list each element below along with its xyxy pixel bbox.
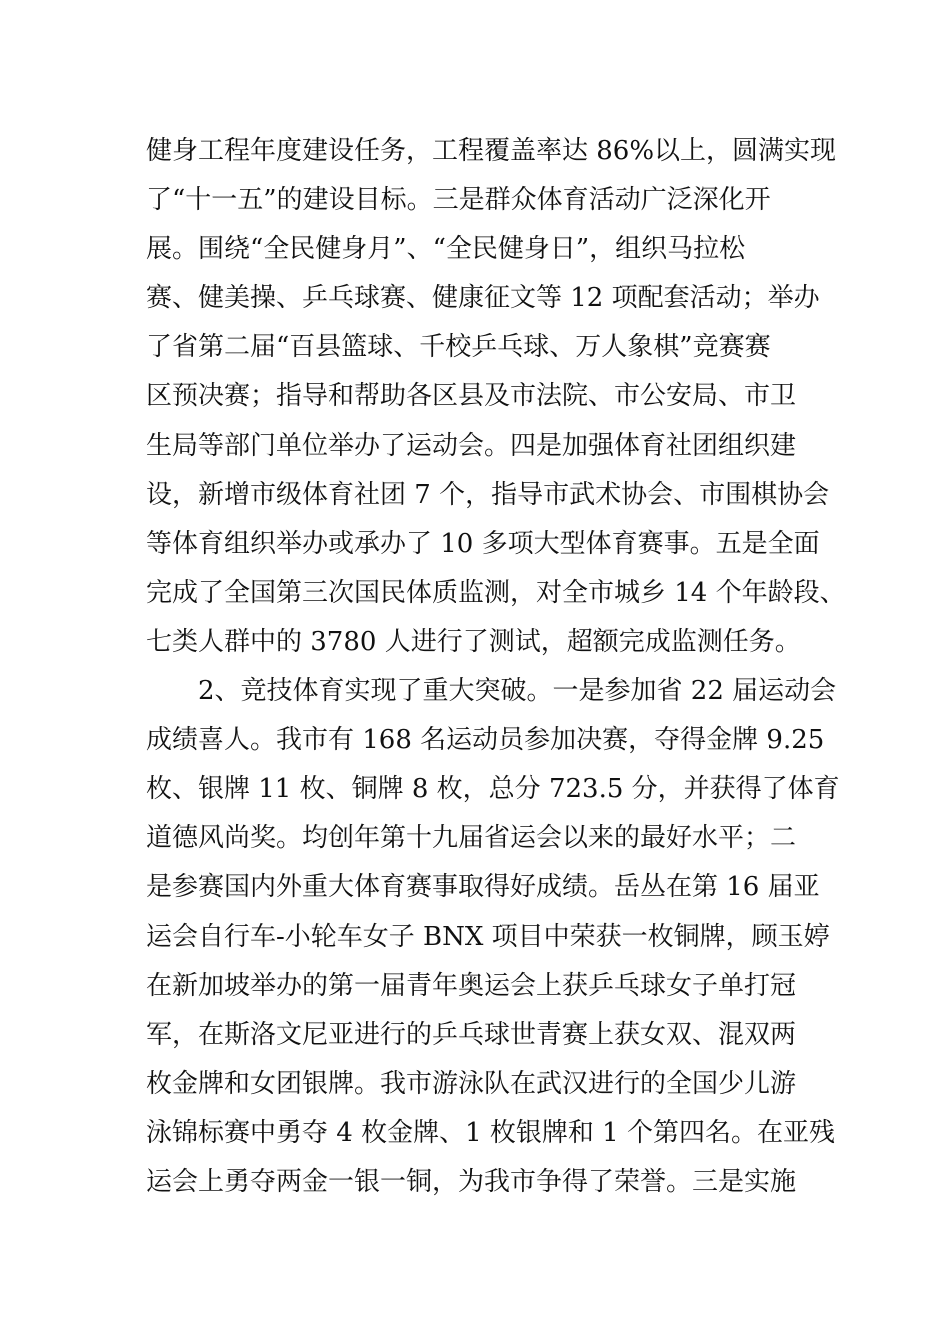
text-line: 是参赛国内外重大体育赛事取得好成绩。岳丛在第 16 届亚 xyxy=(146,872,820,903)
text-line: 枚金牌和女团银牌。我市游泳队在武汉进行的全国少儿游 xyxy=(146,1068,797,1099)
text-line: 七类人群中的 3780 人进行了测试，超额完成监测任务。 xyxy=(146,626,801,657)
text-line: 军，在斯洛文尼亚进行的乒乓球世青赛上获女双、混双两 xyxy=(146,1019,797,1050)
text-line: 了省第二届“百县篮球、千校乒乓球、万人象棋”竞赛赛 xyxy=(146,332,771,363)
text-line: 设，新增市级体育社团 7 个，指导市武术协会、市围棋协会 xyxy=(146,479,830,510)
body-text xyxy=(146,127,846,1207)
text-line: 健身工程年度建设任务，工程覆盖率达 86%以上，圆满实现 xyxy=(146,136,837,166)
text-line: 等体育组织举办或承办了 10 多项大型体育赛事。五是全面 xyxy=(146,528,820,559)
text-line: 枚、银牌 11 枚、铜牌 8 枚，总分 723.5 分，并获得了体育 xyxy=(146,774,840,805)
text-line: 泳锦标赛中勇夺 4 枚金牌、1 枚银牌和 1 个第四名。在亚残 xyxy=(146,1117,835,1148)
text-line: 成绩喜人。我市有 168 名运动员参加决赛，夺得金牌 9.25 xyxy=(146,725,825,756)
text-line: 区预决赛；指导和帮助各区县及市法院、市公安局、市卫 xyxy=(146,381,797,412)
text-line: 赛、健美操、乒乓球赛、健康征文等 12 项配套活动；举办 xyxy=(146,283,820,314)
paragraph-start-line: 2、竞技体育实现了重大突破。一是参加省 22 届运动会 xyxy=(146,676,837,707)
text-line: 运会自行车-小轮车女子 BNX 项目中荣获一枚铜牌，顾玉婷 xyxy=(146,921,830,952)
text-line: 生局等部门单位举办了运动会。四是加强体育社团组织建 xyxy=(146,430,797,461)
text-line: 了“十一五”的建设目标。三是群众体育活动广泛深化开 xyxy=(146,185,771,216)
text-line: 展。围绕“全民健身月”、“全民健身日”，组织马拉松 xyxy=(146,234,746,265)
text-line: 运会上勇夺两金一银一铜，为我市争得了荣誉。三是实施 xyxy=(146,1166,797,1197)
text-line: 道德风尚奖。均创年第十九届省运会以来的最好水平；二 xyxy=(146,823,797,854)
text-line: 完成了全国第三次国民体质监测，对全市城乡 14 个年龄段、 xyxy=(146,577,846,608)
text-line: 在新加坡举办的第一届青年奥运会上获乒乓球女子单打冠 xyxy=(146,970,797,1001)
